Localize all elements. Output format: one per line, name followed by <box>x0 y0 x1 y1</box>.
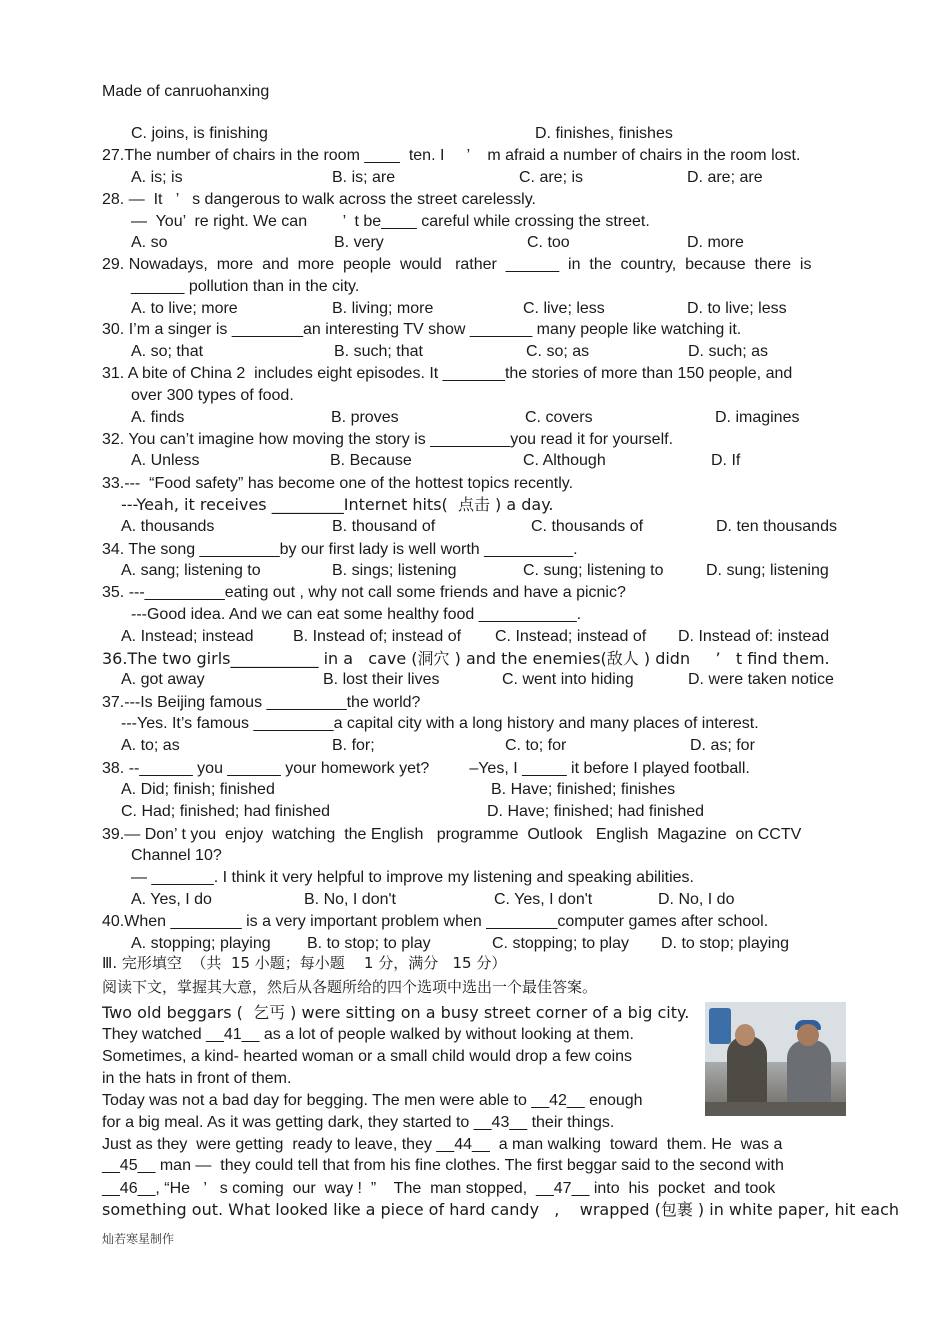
option-c: C. went into hiding <box>502 671 634 688</box>
option-a: A. so <box>131 234 168 251</box>
option-d: D. No, I do <box>658 891 735 908</box>
question-33: 33.--- “Food safety” has become one of the hottest topics recently. <box>102 475 574 492</box>
page-header: Made of canruohanxing <box>102 83 270 100</box>
passage-line: Just as they were getting ready to leave, they __44__ a man walking toward them. He was a <box>102 1136 783 1153</box>
question-29-cont: ______ pollution than in the city. <box>131 278 360 295</box>
question-32: 32. You can’t imagine how moving the story is _________you read it for yourself. <box>102 431 674 448</box>
question-28-reply: — You’ re right. We can ’ t be____ careful while crossing the street. <box>131 213 650 230</box>
page-footer: 灿若寒星制作 <box>102 1232 175 1246</box>
passage-line: Sometimes, a kind- hearted woman or a small child would drop a few coins <box>102 1048 633 1065</box>
option-a: A. Unless <box>131 452 200 469</box>
option-b: B. such; that <box>334 343 423 360</box>
option-c: C. Instead; instead of <box>495 628 647 645</box>
passage-line: Two old beggars ( 乞丐 ) were sitting on a busy street corner of a big city. <box>102 1003 690 1022</box>
question-30: 30. I’m a singer is ________an interesting TV show _______ many people like watching it. <box>102 321 742 338</box>
passage-line: __45__ man — they could tell that from his fine clothes. The first beggar said to the second with <box>102 1157 784 1174</box>
option-b: B. to stop; to play <box>307 935 431 952</box>
option-a: A. to; as <box>121 737 180 754</box>
option-c: C. are; is <box>519 169 584 186</box>
question-35-reply: ---Good idea. And we can eat some healthy food ___________. <box>131 606 582 623</box>
option-b: B. Because <box>330 452 412 469</box>
question-39-reply: — _______. I think it very helpful to improve my listening and speaking abilities. <box>131 869 694 886</box>
option-d: D. sung; listening <box>706 562 829 579</box>
question-33-reply: ---Yeah, it receives _________Internet hits( 点击 ) a day. <box>121 495 554 514</box>
option-d: D. as; for <box>690 737 755 754</box>
option-b: B. thousand of <box>332 518 436 535</box>
option-a: A. finds <box>131 409 185 426</box>
option-d: D. Have; finished; had finished <box>487 803 705 820</box>
option-a: A. Instead; instead <box>121 628 254 645</box>
question-29: 29. Nowadays, more and more people would rather ______ in the country, because there is <box>102 256 812 273</box>
option-a: A. thousands <box>121 518 215 535</box>
option-c: C. Although <box>523 452 606 469</box>
option-a: A. got away <box>121 671 205 688</box>
option-b: B. lost their lives <box>323 671 440 688</box>
question-37-reply: ---Yes. It’s famous _________a capital city with a long history and many places of interest. <box>121 715 759 732</box>
option-d: D. to stop; playing <box>661 935 790 952</box>
option-b: B. proves <box>331 409 399 426</box>
question-39-cont: Channel 10? <box>131 847 222 864</box>
option-b: B. sings; listening <box>332 562 457 579</box>
question-39: 39.— Don’ t you enjoy watching the English programme Outlook English Magazine on CCTV <box>102 826 802 843</box>
section-title: Ⅲ. 完形填空 （共 15 小题；每小题 1 分，满分 15 分） <box>102 954 507 972</box>
passage-line: Today was not a bad day for begging. The men were able to __42__ enough <box>102 1092 643 1109</box>
question-36: 36.The two girls___________ in a cave (洞穴 ) and the enemies(敌人 ) didn ’ t find them. <box>102 649 830 668</box>
passage-line: __46__, “He ’ s coming our way ! ” The man stopped, __47__ into his pocket and took <box>102 1180 776 1197</box>
option-b: B. is; are <box>332 169 396 186</box>
option-c: C. Yes, I don't <box>494 891 593 908</box>
option-c: C. too <box>527 234 570 251</box>
section-instruction: 阅读下文，掌握其大意，然后从各题所给的四个选项中选出一个最佳答案。 <box>102 978 598 996</box>
option-b: B. Have; finished; finishes <box>491 781 676 798</box>
option-a: A. stopping; playing <box>131 935 271 952</box>
passage-line: something out. What looked like a piece of hard candy , wrapped (包裹 ) in white paper, hit each <box>102 1200 900 1219</box>
question-35: 35. ---_________eating out , why not call some friends and have a picnic? <box>102 584 626 601</box>
option-d: D. more <box>687 234 744 251</box>
option-d: D. imagines <box>715 409 800 426</box>
option-a: A. sang; listening to <box>121 562 261 579</box>
option-d: D. such; as <box>688 343 769 360</box>
option-d: D. If <box>711 452 741 469</box>
option-b: B. very <box>334 234 384 251</box>
beggars-photo <box>705 1002 846 1116</box>
option-d: D. Instead of: instead <box>678 628 830 645</box>
passage-line: for a big meal. As it was getting dark, they started to __43__ their things. <box>102 1114 615 1131</box>
question-40: 40.When ________ is a very important problem when ________computer games after school. <box>102 913 769 930</box>
option-d: D. finishes, finishes <box>535 125 673 142</box>
option-c: C. thousands of <box>531 518 644 535</box>
option-c: C. joins, is finishing <box>131 125 268 142</box>
passage-line: They watched __41__ as a lot of people walked by without looking at them. <box>102 1026 634 1043</box>
option-c: C. stopping; to play <box>492 935 629 952</box>
question-37: 37.---Is Beijing famous _________the world? <box>102 694 421 711</box>
question-31-cont: over 300 types of food. <box>131 387 294 404</box>
option-d: D. ten thousands <box>716 518 837 535</box>
option-a: A. so; that <box>131 343 204 360</box>
option-a: A. to live; more <box>131 300 238 317</box>
option-d: D. are; are <box>687 169 763 186</box>
question-38: 38. --______ you ______ your homework yet? –Yes, I _____ it before I played football. <box>102 760 750 777</box>
question-28: 28. — It ’ s dangerous to walk across the street carelessly. <box>102 191 536 208</box>
option-c: C. to; for <box>505 737 567 754</box>
option-c: C. Had; finished; had finished <box>121 803 331 820</box>
option-d: D. were taken notice <box>688 671 834 688</box>
question-34: 34. The song _________by our first lady is well worth __________. <box>102 541 578 558</box>
passage-line: in the hats in front of them. <box>102 1070 292 1087</box>
option-a: A. Did; finish; finished <box>121 781 275 798</box>
option-b: B. No, I don't <box>304 891 396 908</box>
option-d: D. to live; less <box>687 300 787 317</box>
option-c: C. so; as <box>526 343 590 360</box>
option-b: B. for; <box>332 737 375 754</box>
option-c: C. covers <box>525 409 593 426</box>
option-b: B. Instead of; instead of <box>293 628 462 645</box>
option-a: A. Yes, I do <box>131 891 212 908</box>
option-c: C. live; less <box>523 300 605 317</box>
option-b: B. living; more <box>332 300 434 317</box>
option-c: C. sung; listening to <box>523 562 664 579</box>
question-27: 27.The number of chairs in the room ____ ten. I ’ m afraid a number of chairs in the room lost. <box>102 147 801 164</box>
question-31: 31. A bite of China 2 includes eight episodes. It _______the stories of more than 150 people, and <box>102 365 793 382</box>
option-a: A. is; is <box>131 169 183 186</box>
